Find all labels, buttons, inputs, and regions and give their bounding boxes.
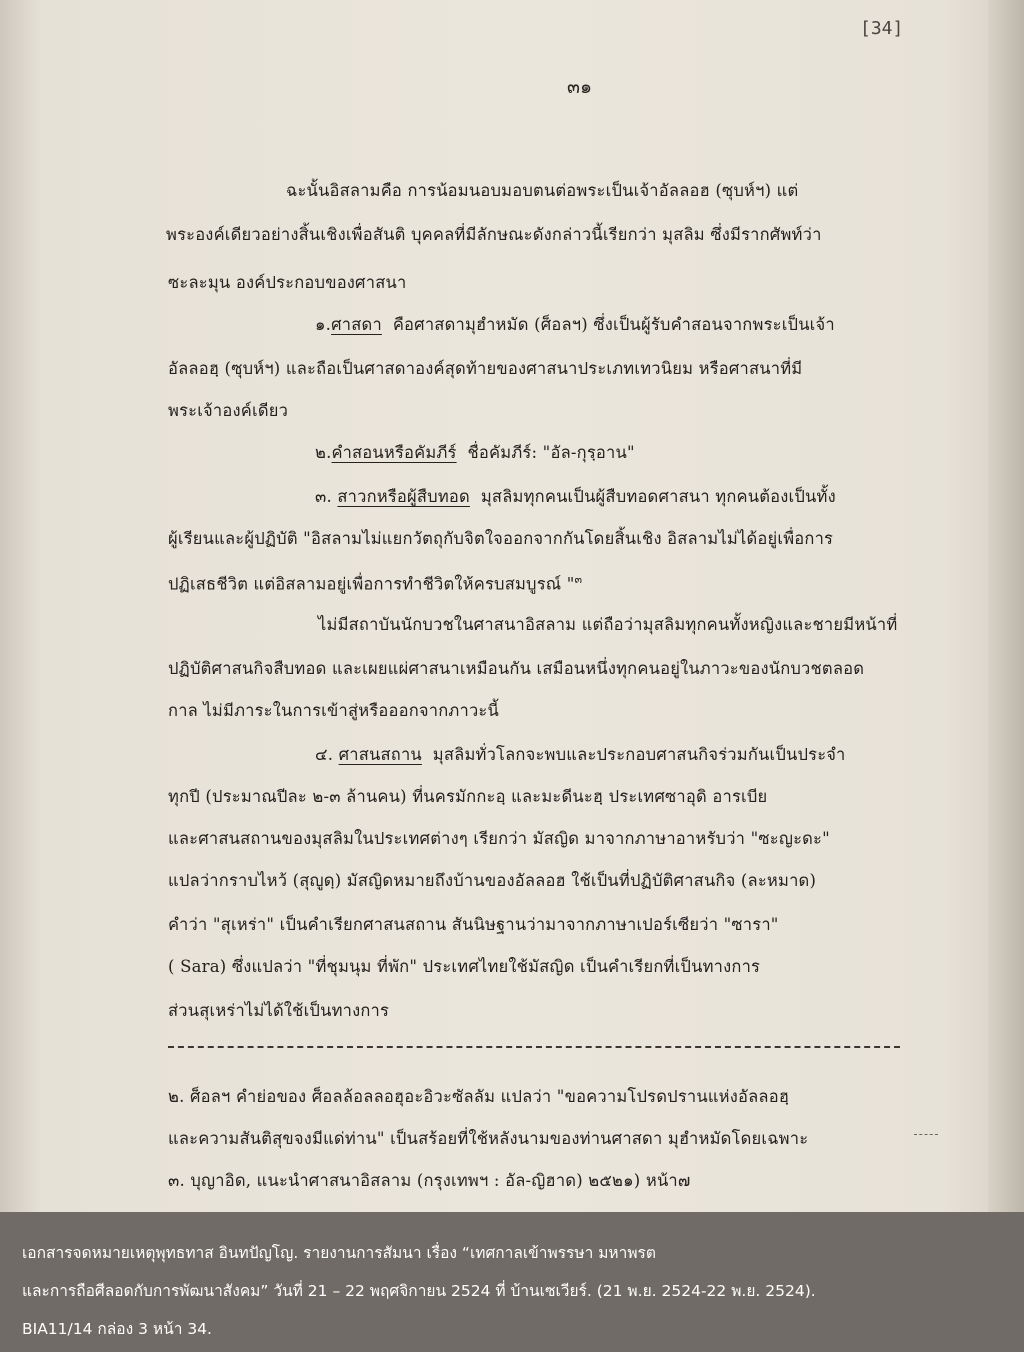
numbered-item-2 (315, 440, 635, 466)
page-number: ๓๑ (567, 76, 593, 98)
item-number: ๑. (315, 315, 332, 334)
body-line: ทุกปี (ประมาณปีละ ๒-๓ ล้านคน) ที่นครมักกะอฺ และมะดีนะฮฺ ประเทศซาอุดิ อารเบีย (168, 787, 768, 806)
page-edge (988, 0, 1024, 1212)
body-line: กาล ไม่มีภาระในการเข้าสู่หรือออกจากภาวะนี้ (168, 701, 499, 720)
body-line: พระองค์เดียวอย่างสิ้นเชิงเพื่อสันติ บุคคลที่มีลักษณะดังกล่าวนี้เรียกว่า มุสลิม ซึ่งมีรากศัพท์ว่า (166, 225, 822, 244)
item-text: มุสลิมทั่วโลกจะพบและประกอบศาสนกิจร่วมกันเป็นประจำ (432, 745, 846, 764)
body-line (168, 570, 582, 598)
item-text: มุสลิมทุกคนเป็นผู้สืบทอดศาสนา ทุกคนต้องเป็นทั้ง (480, 487, 836, 506)
item-text: คือศาสดามุฮำหมัด (ศ็อลฯ) ซึ่งเป็นผู้รับคำสอนจากพระเป็นเจ้า (392, 315, 835, 334)
numbered-item-4 (315, 742, 845, 768)
body-line: ( Sara) ซึ่งแปลว่า "ที่ชุมนุม ที่พัก" ประเทศไทยใช้มัสญิด เป็นคำเรียกที่เป็นทางการ (168, 957, 761, 976)
footnote-line: และความสันติสุขจงมีแด่ท่าน" เป็นสร้อยที่ใช้หลังนามของท่านศาสดา มุฮำหมัดโดยเฉพาะ (168, 1129, 809, 1148)
body-line: ผู้เรียนและผู้ปฏิบัติ "อิสลามไม่แยกวัตถุกับจิตใจออกจากกันโดยสิ้นเชิง อิสลามไม่ได้อยู่เพื่อการ (168, 529, 834, 548)
body-line: แปลว่ากราบไหว้ (สุญูดฺ) มัสญิดหมายถึงบ้านของอัลลอฮ ใช้เป็นที่ปฏิบัติศาสนกิจ (ละหมาด) (168, 871, 817, 890)
caption-line: และการถือศีลอดกับการพัฒนาสังคม” วันที่ 21 – 22 พฤศจิกายน 2524 ที่ บ้านเซเวียร์. (21 พ.ย. 2524-22 พ.ย. 2524). (22, 1282, 816, 1300)
body-line: ส่วนสุเหร่าไม่ได้ใช้เป็นทางการ (168, 1001, 390, 1020)
item-term: คำสอนหรือคัมภีร์ (331, 443, 457, 462)
footnote-divider (168, 1046, 900, 1048)
archive-page-number: [34] (860, 18, 904, 39)
footnote-line: ๒. ศ็อลฯ คำย่อของ ศ็อลล้อลลอฮุอะอิวะซัลลัม แปลว่า "ขอความโปรดปรานแห่งอัลลอฮฺ (168, 1087, 790, 1106)
body-line: ปฏิบัติศาสนกิจสืบทอด และเผยแผ่ศาสนาเหมือนกัน เสมือนหนึ่งทุกคนอยู่ในภาวะของนักบวชตลอด (168, 659, 865, 678)
body-line: อัลลอฮฺ (ซุบห์ฯ) และถือเป็นศาสดาองค์สุดท้ายของศาสนาประเภทเทวนิยม หรือศาสนาที่มี (168, 359, 803, 378)
numbered-item-3 (315, 484, 836, 510)
footnote-line: ๓. บุญาอิด, แนะนำศาสนาอิสลาม (กรุงเทพฯ : อัล-ญิฮาด) ๒๕๒๑) หน้า๗ (168, 1171, 691, 1190)
footnote-dash (914, 1134, 938, 1135)
archive-caption (0, 1212, 1024, 1352)
body-line: พระเจ้าองค์เดียว (168, 401, 289, 420)
body-text: ปฏิเสธชีวิต แต่อิสลามอยู่เพื่อการทำชีวิตให้ครบสมบูรณ์ " (168, 574, 575, 594)
item-term: สาวกหรือผู้สืบทอด (337, 487, 470, 506)
body-line: ซะละมุน องค์ประกอบของศาสนา (168, 273, 407, 292)
item-number: ๒. (315, 443, 332, 462)
numbered-item-1 (315, 312, 835, 338)
body-line: ฉะนั้นอิสลามคือ การน้อมนอบมอบตนต่อพระเป็นเจ้าอัลลอฮ (ซุบห์ฯ) แต่ (286, 181, 799, 200)
item-term: ศาสนสถาน (338, 745, 422, 764)
caption-line: BIA11/14 กล่อง 3 หน้า 34. (22, 1320, 212, 1338)
footnote-mark: ๓ (574, 573, 583, 586)
caption-line: เอกสารจดหมายเหตุพุทธทาส อินทปัญโญ. รายงานการสัมนา เรื่อง “เทศกาลเข้าพรรษา มหาพรต (22, 1244, 656, 1262)
body-line: คำว่า "สุเหร่า" เป็นคำเรียกศาสนสถาน สันนิษฐานว่ามาจากภาษาเปอร์เซียว่า "ซารา" (168, 915, 779, 934)
item-text: ชื่อคัมภีร์: "อัล-กุรฺอาน" (467, 443, 635, 462)
body-line: และศาสนสถานของมุสลิมในประเทศต่างๆ เรียกว่า มัสญิด มาจากภาษาอาหรับว่า "ซะญะดะ" (168, 829, 830, 848)
item-number: ๔. (315, 745, 334, 764)
item-number: ๓. (315, 487, 332, 506)
body-line: ไม่มีสถาบันนักบวชในศาสนาอิสลาม แต่ถือว่ามุสลิมทุกคนทั้งหญิงและชายมีหน้าที่ (318, 615, 898, 634)
item-term: ศาสดา (331, 315, 382, 334)
